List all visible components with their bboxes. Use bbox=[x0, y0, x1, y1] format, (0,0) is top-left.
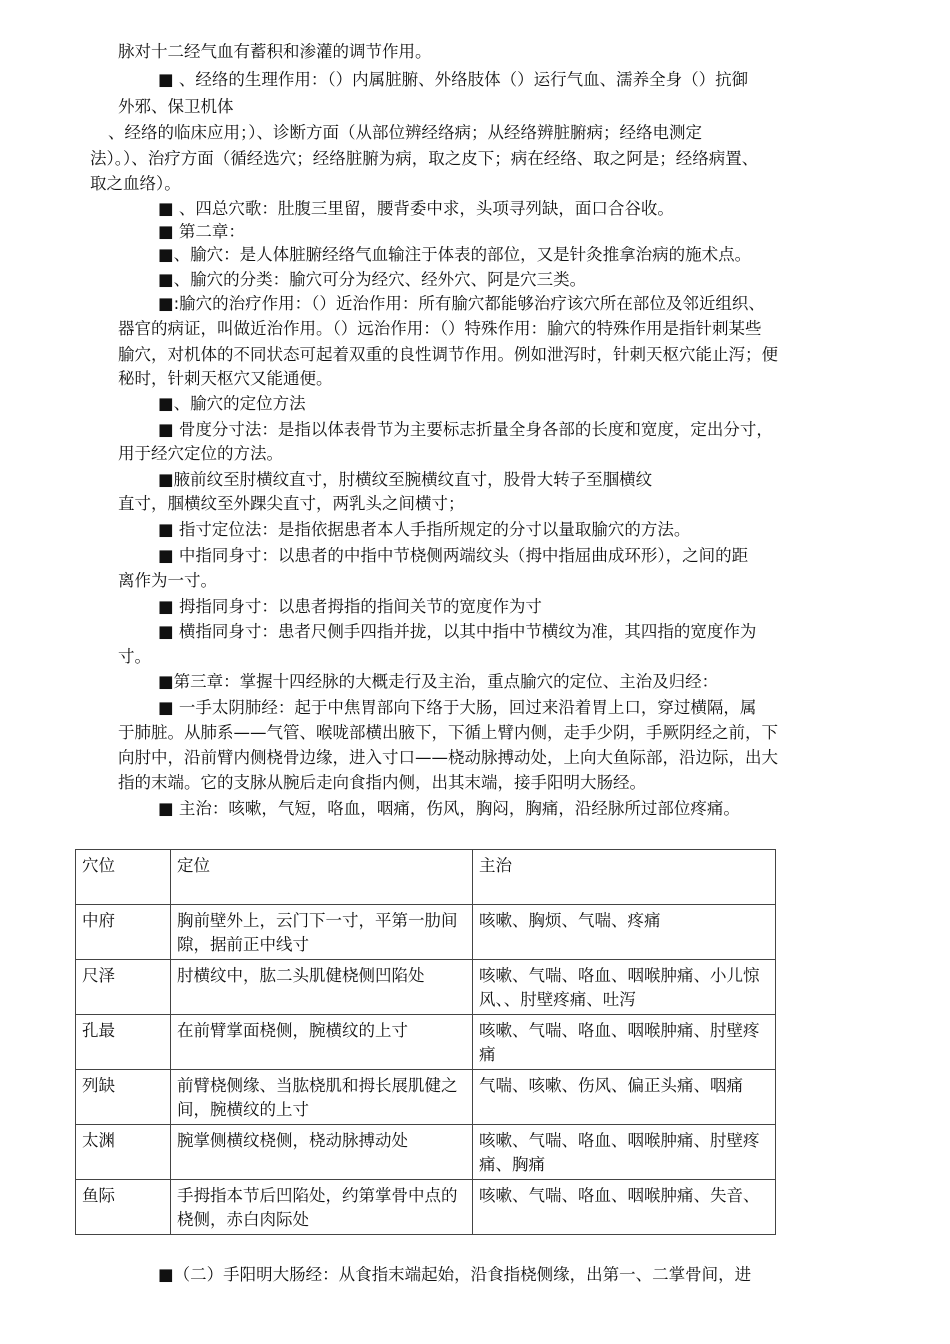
text-line: 秘时，针刺天枢穴又能通便。 bbox=[118, 369, 333, 388]
text-line: ■ 、经络的生理作用：（）内属脏腑、外络肢体（）运行气血、濡养全身（）抗御 bbox=[158, 70, 749, 89]
text-line: 器官的病证，叫做近治作用。（）远治作用：（）特殊作用：腧穴的特殊作用是指针刺某些 bbox=[118, 319, 762, 338]
text-line: 指的末端。它的支脉从腕后走向食指内侧，出其末端，接手阳明大肠经。 bbox=[118, 773, 646, 792]
text-line-footer: ■（二）手阳明大肠经：从食指末端起始，沿食指桡侧缘，出第一、二掌骨间，进 bbox=[158, 1265, 752, 1284]
text-line: 于肺脏。从肺系——气管、喉咙部横出腋下，下循上臂内侧，走手少阴，手厥阴经之前，下 bbox=[118, 723, 778, 742]
text-line: 外邪、保卫机体 bbox=[118, 97, 234, 116]
text-line: ■ 第二章： bbox=[158, 222, 245, 241]
text-line: ■、腧穴的定位方法 bbox=[158, 394, 306, 413]
text-line: ■腋前纹至肘横纹直寸，肘横纹至腕横纹直寸，股骨大转子至腘横纹 bbox=[158, 470, 653, 489]
table-row bbox=[76, 1125, 776, 1180]
table-row bbox=[76, 960, 776, 1015]
text-line: 、经络的临床应用；）、诊断方面（从部位辨经络病；从经络辨脏腑病；经络电测定 bbox=[108, 123, 702, 142]
text-line: ■ 骨度分寸法：是指以体表骨节为主要标志折量全身各部的长度和宽度，定出分寸， bbox=[158, 420, 773, 439]
acupoint-table bbox=[75, 849, 776, 1235]
header-location: 定位 bbox=[171, 850, 473, 905]
text-line: ■ 指寸定位法：是指依据患者本人手指所规定的分寸以量取腧穴的方法。 bbox=[158, 520, 691, 539]
table-row bbox=[76, 1180, 776, 1235]
text-line: 寸。 bbox=[118, 647, 151, 666]
cell-location: 腕掌侧横纹桡侧，桡动脉搏动处 bbox=[171, 1125, 473, 1180]
cell-location: 胸前壁外上，云门下一寸，平第一肋间隙，据前正中线寸 bbox=[171, 905, 473, 960]
text-line: ■ 中指同身寸：以患者的中指中节桡侧两端纹头（拇中指屈曲成环形），之间的距 bbox=[158, 546, 749, 565]
cell-point: 鱼际 bbox=[76, 1180, 171, 1235]
text-line: 法）。）、治疗方面（循经选穴；经络脏腑为病，取之皮下；病在经络、取之阿是；经络病置、 bbox=[90, 149, 759, 168]
text-line: 用于经穴定位的方法。 bbox=[118, 444, 283, 463]
cell-point: 中府 bbox=[76, 905, 171, 960]
cell-location: 前臂桡侧缘、当肱桡肌和拇长展肌健之间，腕横纹的上寸 bbox=[171, 1070, 473, 1125]
text-line: 脉对十二经气血有蓄积和渗灌的调节作用。 bbox=[118, 42, 432, 61]
table-row bbox=[76, 1015, 776, 1070]
table-row bbox=[76, 1070, 776, 1125]
cell-location: 肘横纹中，肱二头肌健桡侧凹陷处 bbox=[171, 960, 473, 1015]
cell-indication: 咳嗽、气喘、咯血、咽喉肿痛、失音、 bbox=[473, 1180, 776, 1235]
text-line: 向肘中，沿前臂内侧桡骨边缘，进入寸口——桡动脉搏动处，上向大鱼际部，沿边际，出大 bbox=[118, 748, 778, 767]
cell-point: 列缺 bbox=[76, 1070, 171, 1125]
text-line: ■ 拇指同身寸：以患者拇指的指间关节的宽度作为寸 bbox=[158, 597, 542, 616]
text-line: ■、腧穴：是人体脏腑经络气血输注于体表的部位，又是针灸推拿治病的施术点。 bbox=[158, 245, 752, 264]
text-line: 腧穴，对机体的不同状态可起着双重的良性调节作用。例如泄泻时，针刺天枢穴能止泻；便 bbox=[118, 345, 778, 364]
header-indication: 主治 bbox=[473, 850, 776, 905]
table-header-row bbox=[76, 850, 776, 905]
cell-indication: 咳嗽、气喘、咯血、咽喉肿痛、小儿惊风、、肘壁疼痛、吐泻 bbox=[473, 960, 776, 1015]
text-line: 离作为一寸。 bbox=[118, 571, 217, 590]
cell-point: 尺泽 bbox=[76, 960, 171, 1015]
cell-point: 太渊 bbox=[76, 1125, 171, 1180]
header-point: 穴位 bbox=[76, 850, 171, 905]
table-row bbox=[76, 905, 776, 960]
cell-location: 手拇指本节后凹陷处，约第掌骨中点的桡侧，赤白肉际处 bbox=[171, 1180, 473, 1235]
text-line: ■:腧穴的治疗作用：（）近治作用：所有腧穴都能够治疗该穴所在部位及邻近组织、 bbox=[158, 294, 765, 313]
text-line: 直寸，腘横纹至外踝尖直寸，两乳头之间横寸； bbox=[118, 494, 465, 513]
cell-indication: 咳嗽、胸烦、气喘、疼痛 bbox=[473, 905, 776, 960]
cell-point: 孔最 bbox=[76, 1015, 171, 1070]
text-line: 取之血络）。 bbox=[90, 174, 181, 193]
cell-indication: 咳嗽、气喘、咯血、咽喉肿痛、肘壁疼痛 bbox=[473, 1015, 776, 1070]
text-line: ■ 主治：咳嗽，气短，咯血，咽痛，伤风，胸闷，胸痛，沿经脉所过部位疼痛。 bbox=[158, 799, 740, 818]
text-line: ■、腧穴的分类：腧穴可分为经穴、经外穴、阿是穴三类。 bbox=[158, 270, 587, 289]
text-line: ■ 横指同身寸：患者尺侧手四指并拢，以其中指中节横纹为准，其四指的宽度作为 bbox=[158, 622, 757, 641]
cell-indication: 气喘、咳嗽、伤风、偏正头痛、咽痛 bbox=[473, 1070, 776, 1125]
cell-indication: 咳嗽、气喘、咯血、咽喉肿痛、肘壁疼痛、胸痛 bbox=[473, 1125, 776, 1180]
text-line: ■ 一手太阴肺经：起于中焦胃部向下络于大肠，回过来沿着胃上口，穿过横隔，属 bbox=[158, 698, 757, 717]
text-line: ■第三章：掌握十四经脉的大概走行及主治，重点腧穴的定位、主治及归经： bbox=[158, 672, 719, 691]
cell-location: 在前臂掌面桡侧，腕横纹的上寸 bbox=[171, 1015, 473, 1070]
text-line: ■ 、四总穴歌：肚腹三里留，腰背委中求，头项寻列缺，面口合谷收。 bbox=[158, 199, 674, 218]
